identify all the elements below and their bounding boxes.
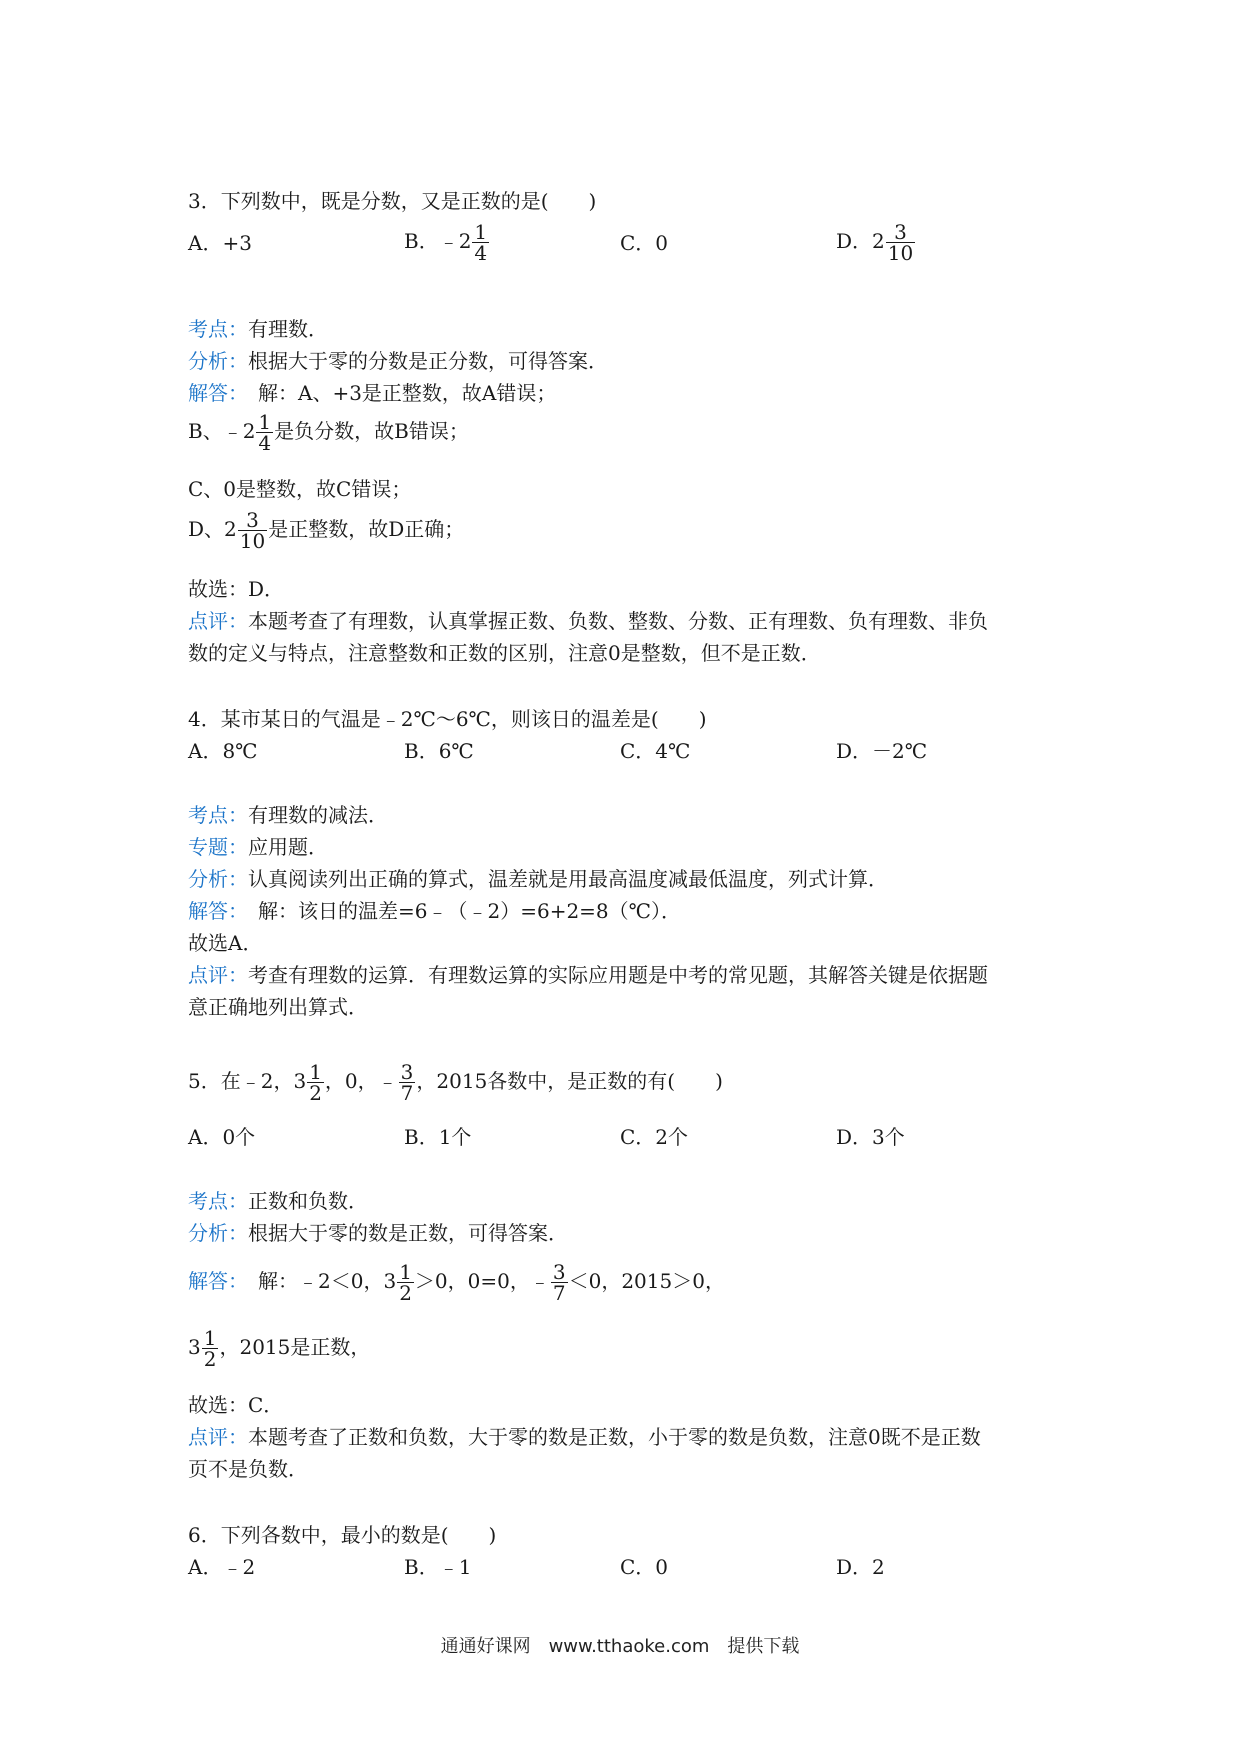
q5-option-c: C．2个: [620, 1125, 689, 1149]
q6-option-b: B．﹣1: [404, 1555, 472, 1579]
q3-line-d: D、2 $\frac{3}{10}$ 是正整数，故D正确；: [188, 508, 465, 553]
q3-jieda: 解答： 解：A、+3是正整数，故A错误；: [188, 381, 557, 405]
q3-kaodian: 考点：有理数．: [188, 317, 328, 341]
q5-dianping-1: 点评：本题考查了正数和负数，大于零的数是正数，小于零的数是负数，注意0既不是正数: [188, 1425, 981, 1449]
q3-dianping-1: 点评：本题考查了有理数，认真掌握正数、负数、整数、分数、正有理数、负有理数、非负: [188, 609, 988, 633]
fraction: $\frac{3}{10}$: [887, 220, 914, 265]
q6-option-d: D．2: [836, 1555, 885, 1579]
q5-option-a: A．0个: [188, 1125, 256, 1149]
q4-guxuan: 故选A．: [188, 931, 263, 955]
q6-option-a: A．﹣2: [188, 1555, 256, 1579]
q3-option-c: C．0: [620, 231, 669, 255]
q4-option-b: B．6℃: [404, 739, 474, 763]
q3-guxuan: 故选：D．: [188, 577, 285, 601]
q5-line-2: 3 $\frac{1}{2}$ ，2015是正数，: [188, 1326, 371, 1371]
q4-fenxi: 分析：认真阅读列出正确的算式，温差就是用最高温度减最低温度，列式计算．: [188, 867, 888, 891]
q5-jieda: 解答： 解：﹣2＜0，3 $\frac{1}{2}$ ＞0，0=0，﹣ $\frac{3}{7}$ ＜0，2015＞0，: [188, 1260, 725, 1305]
q4-dianping-2: 意正确地列出算式．: [188, 995, 368, 1019]
q5-fenxi: 分析：根据大于零的数是正数，可得答案．: [188, 1221, 568, 1245]
page-footer: 通通好课网 www.tthaoke.com 提供下载: [440, 1636, 800, 1657]
q3-fenxi: 分析：根据大于零的分数是正分数，可得答案．: [188, 349, 608, 373]
q5-option-d: D．3个: [836, 1125, 905, 1149]
q4-kaodian: 考点：有理数的减法．: [188, 803, 388, 827]
q5-guxuan: 故选：C．: [188, 1393, 284, 1417]
q4-option-a: A．8℃: [188, 739, 258, 763]
q5-kaodian: 考点：正数和负数．: [188, 1189, 368, 1213]
q3-option-a: A．+3: [188, 231, 252, 255]
q6-option-c: C．0: [620, 1555, 669, 1579]
q3-line-c: C、0是整数，故C错误；: [188, 477, 412, 501]
q5-dianping-2: 页不是负数．: [188, 1457, 308, 1481]
q5-stem: 5．在﹣2，3 $\frac{1}{2}$ ，0，﹣ $\frac{3}{7}$ ，2015各数中，是正数的有( ): [188, 1060, 723, 1105]
q5-option-b: B．1个: [404, 1125, 472, 1149]
q3-option-b: B．﹣2 $\frac{1}{4}$: [404, 220, 488, 265]
q3-option-d: D．2 $\frac{3}{10}$: [836, 220, 914, 265]
q3-dianping-2: 数的定义与特点，注意整数和正数的区别，注意0是整数，但不是正数．: [188, 641, 821, 665]
q4-jieda: 解答： 解：该日的温差=6﹣（﹣2）=6+2=8（℃）．: [188, 899, 682, 923]
q4-option-c: C．4℃: [620, 739, 691, 763]
q4-option-d: D．－2℃: [836, 739, 928, 763]
fraction: $\frac{1}{4}$: [474, 220, 488, 265]
q4-dianping-1: 点评：考查有理数的运算．有理数运算的实际应用题是中考的常见题，其解答关键是依据题: [188, 963, 988, 987]
q4-stem: 4．某市某日的气温是﹣2℃～6℃，则该日的温差是( ): [188, 707, 707, 731]
q4-zhuanti: 专题：应用题．: [188, 835, 328, 859]
q3-line-b: B、﹣2 $\frac{1}{4}$ 是负分数，故B错误；: [188, 410, 469, 455]
q3-stem: 3．下列数中，既是分数，又是正数的是( ): [188, 189, 597, 213]
q6-stem: 6．下列各数中，最小的数是( ): [188, 1523, 497, 1547]
